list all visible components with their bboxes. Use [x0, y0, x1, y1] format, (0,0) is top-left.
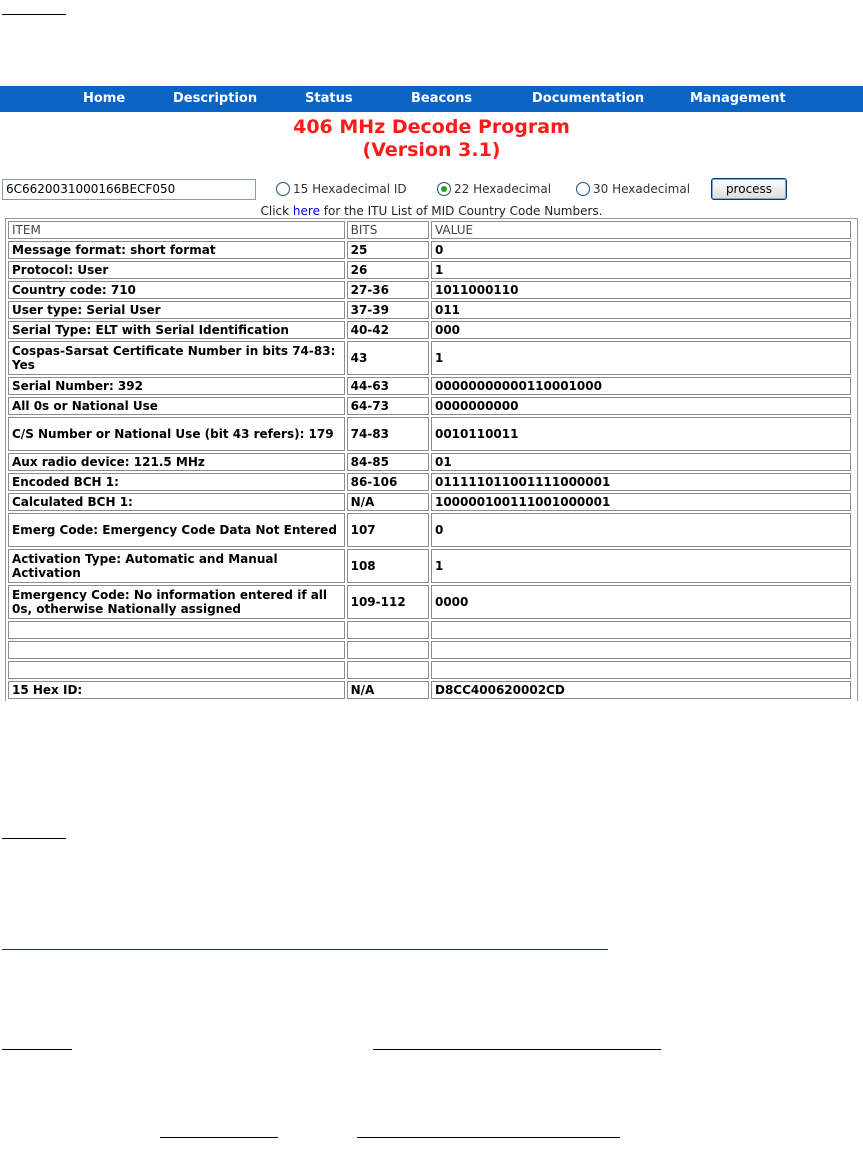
value-cell: 01	[431, 453, 851, 471]
table-row	[8, 681, 851, 699]
decode-table-frame	[5, 218, 858, 701]
top-navigation-bar	[0, 86, 863, 112]
value-cell: 000	[431, 321, 851, 339]
item-cell	[8, 621, 345, 639]
item-cell: Emerg Code: Emergency Code Data Not Entered	[8, 513, 345, 547]
table-row	[8, 549, 851, 583]
item-cell: Cospas-Sarsat Certificate Number in bits 74-83: Yes	[8, 341, 345, 375]
item-cell: Message format: short format	[8, 241, 345, 259]
item-cell: C/S Number or National Use (bit 43 refers): 179	[8, 417, 345, 451]
item-cell	[8, 641, 345, 659]
value-cell	[431, 641, 851, 659]
underline-left-2	[160, 1137, 278, 1138]
item-cell: Serial Type: ELT with Serial Identification	[8, 321, 345, 339]
nav-management[interactable]: Management	[690, 91, 786, 106]
table-header-cell: BITS	[347, 221, 429, 239]
value-cell: 0	[431, 513, 851, 547]
item-cell: Activation Type: Automatic and Manual Activation	[8, 549, 345, 583]
table-row	[8, 341, 851, 375]
radio-button-22-selected[interactable]	[437, 182, 451, 196]
underline-mid	[2, 838, 66, 839]
bits-cell: 37-39	[347, 301, 429, 319]
underline-right-2	[357, 1137, 620, 1138]
hex-id-input[interactable]: 6C6620031000166BECF050	[2, 179, 256, 200]
nav-beacons[interactable]: Beacons	[411, 91, 473, 106]
item-cell: Emergency Code: No information entered if all 0s, otherwise Nationally assigned	[8, 585, 345, 619]
nav-description[interactable]: Description	[173, 91, 258, 106]
table-row	[8, 321, 851, 339]
value-cell: 1	[431, 341, 851, 375]
table-row	[8, 621, 851, 639]
value-cell	[431, 661, 851, 679]
underline-left-1	[2, 1049, 72, 1050]
radio-button-30[interactable]	[576, 182, 590, 196]
bits-cell: 26	[347, 261, 429, 279]
value-cell: 011111011001111000001	[431, 473, 851, 491]
value-cell: 011	[431, 301, 851, 319]
value-cell: 0000	[431, 585, 851, 619]
table-row	[8, 585, 851, 619]
bits-cell: 40-42	[347, 321, 429, 339]
table-row	[8, 493, 851, 511]
value-cell: 0000000000	[431, 397, 851, 415]
underline-right-1	[373, 1049, 661, 1050]
item-cell: Protocol: User	[8, 261, 345, 279]
bits-cell: 107	[347, 513, 429, 547]
table-header-row	[8, 221, 851, 239]
bits-cell: 64-73	[347, 397, 429, 415]
table-row	[8, 417, 851, 451]
bits-cell	[347, 661, 429, 679]
nav-home[interactable]: Home	[83, 91, 126, 106]
value-cell: 0010110011	[431, 417, 851, 451]
item-cell: Serial Number: 392	[8, 377, 345, 395]
radio-22-label: 22 Hexadecimal	[454, 182, 552, 196]
bits-cell: N/A	[347, 681, 429, 699]
bits-cell: 86-106	[347, 473, 429, 491]
item-cell: Encoded BCH 1:	[8, 473, 345, 491]
bits-cell: 84-85	[347, 453, 429, 471]
value-cell: 1011000110	[431, 281, 851, 299]
itu-list-link[interactable]: here	[292, 204, 320, 218]
table-row	[8, 281, 851, 299]
bits-cell: 25	[347, 241, 429, 259]
bits-cell: 74-83	[347, 417, 429, 451]
bits-cell: 27-36	[347, 281, 429, 299]
value-cell: 0	[431, 241, 851, 259]
page-title: 406 MHz Decode Program	[293, 116, 570, 138]
bits-cell: 108	[347, 549, 429, 583]
table-header-cell: VALUE	[431, 221, 851, 239]
bits-cell: N/A	[347, 493, 429, 511]
radio-15-label: 15 Hexadecimal ID	[293, 182, 407, 196]
radio-30-hex[interactable]	[576, 179, 690, 199]
table-row	[8, 261, 851, 279]
bits-cell: 43	[347, 341, 429, 375]
bits-cell: 109-112	[347, 585, 429, 619]
bits-cell: 44-63	[347, 377, 429, 395]
page-version: (Version 3.1)	[362, 139, 501, 161]
radio-22-hex[interactable]	[437, 179, 551, 199]
value-cell: 1	[431, 261, 851, 279]
value-cell: 100000100111001000001	[431, 493, 851, 511]
table-row	[8, 397, 851, 415]
table-row	[8, 377, 851, 395]
value-cell: 00000000000110001000	[431, 377, 851, 395]
bits-cell	[347, 621, 429, 639]
table-row	[8, 641, 851, 659]
itu-prefix: Click	[260, 204, 293, 218]
table-row	[8, 473, 851, 491]
table-row	[8, 513, 851, 547]
table-header-cell: ITEM	[8, 221, 345, 239]
table-row	[8, 661, 851, 679]
bits-cell	[347, 641, 429, 659]
value-cell	[431, 621, 851, 639]
item-cell: 15 Hex ID:	[8, 681, 345, 699]
radio-button-15[interactable]	[276, 182, 290, 196]
item-cell: Aux radio device: 121.5 MHz	[8, 453, 345, 471]
table-row	[8, 241, 851, 259]
item-cell: User type: Serial User	[8, 301, 345, 319]
nav-documentation[interactable]: Documentation	[532, 91, 645, 106]
nav-status[interactable]: Status	[305, 91, 353, 106]
item-cell	[8, 661, 345, 679]
radio-15-hex[interactable]	[276, 179, 407, 199]
table-row	[8, 301, 851, 319]
itu-info-line	[0, 204, 863, 218]
radio-30-label: 30 Hexadecimal	[593, 182, 691, 196]
value-cell: D8CC400620002CD	[431, 681, 851, 699]
item-cell: Country code: 710	[8, 281, 345, 299]
item-cell: All 0s or National Use	[8, 397, 345, 415]
link-underline[interactable]	[2, 949, 608, 950]
decode-results-table	[6, 219, 853, 701]
item-cell: Calculated BCH 1:	[8, 493, 345, 511]
process-button[interactable]: process	[711, 178, 787, 200]
table-row	[8, 453, 851, 471]
itu-suffix: for the ITU List of MID Country Code Numbers.	[319, 204, 603, 218]
underline-top	[2, 14, 66, 15]
value-cell: 1	[431, 549, 851, 583]
